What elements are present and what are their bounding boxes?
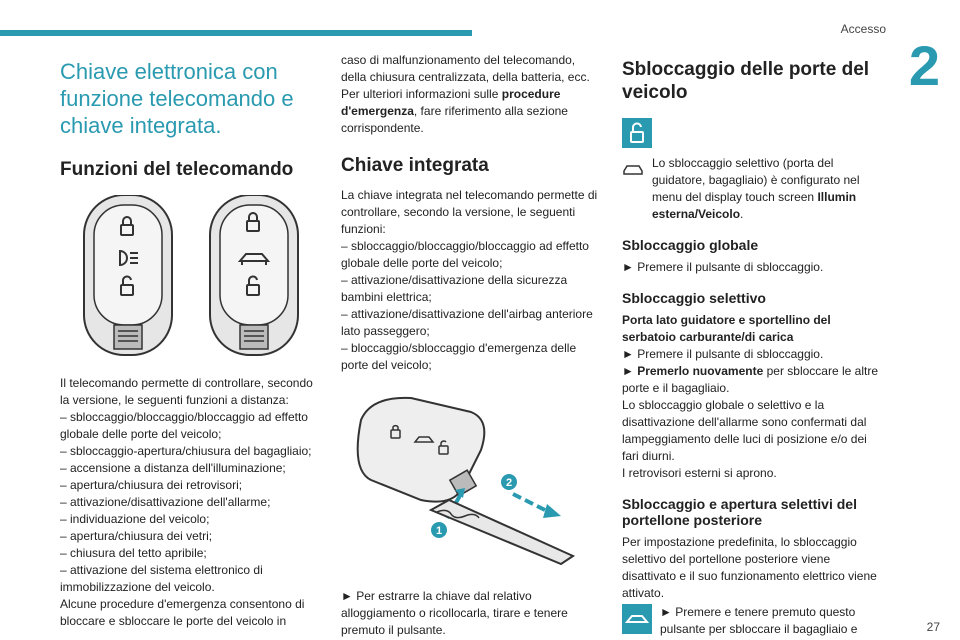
list-item: – chiusura del tetto apribile; bbox=[60, 546, 207, 560]
selective-step-2: ► Premerlo nuovamente per sbloccare le altre porte e il bagagliaio. bbox=[622, 364, 878, 395]
key-fobs-illustration bbox=[60, 195, 322, 365]
list-item: – attivazione del sistema elettronico di immobilizzazione del veicolo. bbox=[60, 563, 263, 594]
list-item: – bloccaggio/sbloccaggio d'emergenza delle porte del veicolo; bbox=[341, 341, 577, 372]
key-fob-left bbox=[84, 195, 172, 355]
callout-1-label: 1 bbox=[435, 525, 443, 537]
column-1 bbox=[60, 52, 322, 630]
list-item: – apertura/chiusura dei retrovisori; bbox=[60, 478, 243, 492]
page-number: 27 bbox=[926, 620, 940, 634]
emergency-note: Alcune procedure d'emergenza consentono di bloccare e sbloccare le porte del veicolo in bbox=[60, 597, 305, 628]
remote-intro: Il telecomando permette di controllare, secondo la versione, le seguenti funzioni a distanza: bbox=[60, 376, 313, 407]
tailgate-text: Per impostazione predefinita, lo sbloccaggio selettivo del portellone posteriore viene disattivato e il suo funzionamento elettrico viene attivato. bbox=[622, 535, 877, 600]
selective-config-text: Lo sbloccaggio selettivo (porta del guidatore, bagagliaio) è configurato nel menu del display touch screen Illumin esterna/Veicolo. bbox=[652, 156, 860, 221]
intro-title: Chiave elettronica con funzione telecomando e chiave integrata. bbox=[60, 59, 294, 138]
list-item: – sbloccaggio/bloccaggio/bloccaggio ad effetto globale delle porte del veicolo; bbox=[341, 239, 589, 270]
continued-paragraph: caso di malfunzionamento del telecomando, della chiusura centralizzata, della batteria, ecc. Per ulteriori informazioni sulle procedure d'emergenza, fare riferimento alla sezione corrispondente. bbox=[341, 53, 590, 135]
key-extraction-illustration bbox=[341, 390, 603, 570]
tailgate-heading: Sbloccaggio e apertura selettivi del portellone posteriore bbox=[622, 496, 857, 528]
remote-functions-heading: Funzioni del telecomando bbox=[60, 159, 294, 180]
list-item: – sbloccaggio-apertura/chiusura del bagagliaio; bbox=[60, 444, 312, 458]
remote-functions-list bbox=[60, 409, 322, 596]
column-3 bbox=[622, 52, 884, 638]
key-fob-right bbox=[210, 195, 298, 355]
list-item: – sbloccaggio/bloccaggio/bloccaggio ad effetto globale delle porte del veicolo; bbox=[60, 410, 308, 441]
tailgate-icon bbox=[622, 604, 652, 634]
selective-step-1: ► Premere il pulsante di sbloccaggio. bbox=[622, 347, 824, 361]
global-unlock-text: ► Premere il pulsante di sbloccaggio. bbox=[622, 260, 824, 274]
chapter-number: 2 bbox=[908, 34, 940, 97]
tailgate-step: ► Premere e tenere premuto questo pulsante per sbloccare il bagagliaio e bbox=[660, 605, 858, 636]
list-item: – accensione a distanza dell'illuminazione; bbox=[60, 461, 286, 475]
selective-unlock-heading: Sbloccaggio selettivo bbox=[622, 290, 766, 306]
callout-2-label: 2 bbox=[505, 477, 513, 489]
list-item: – attivazione/disattivazione della sicurezza bambini elettrica; bbox=[341, 273, 568, 304]
integrated-key-heading: Chiave integrata bbox=[341, 155, 489, 176]
column-2 bbox=[341, 52, 603, 639]
integrated-key-intro: La chiave integrata nel telecomando permette di controllare, secondo la versione, le seguenti funzioni: bbox=[341, 188, 598, 236]
key-fob-side bbox=[358, 398, 485, 502]
selective-confirmation: Lo sbloccaggio globale o selettivo e la disattivazione dell'allarme sono confermati dal lampeggiamento delle luci di posizione e/o dei fari diurni. bbox=[622, 398, 867, 463]
top-accent-bar bbox=[0, 30, 472, 36]
mirrors-note: I retrovisori esterni si aprono. bbox=[622, 466, 777, 480]
section-label: Accesso bbox=[840, 22, 886, 36]
selective-unlock-subheading: Porta lato guidatore e sportellino del serbatoio carburante/di carica bbox=[622, 313, 831, 344]
list-item: – attivazione/disattivazione dell'airbag anteriore lato passeggero; bbox=[341, 307, 593, 338]
unlock-icon bbox=[622, 118, 652, 148]
integrated-key-list bbox=[341, 238, 603, 374]
car-icon bbox=[622, 161, 644, 177]
extraction-instruction: ► Per estrarre la chiave dal relativo alloggiamento o ricollocarla, tirare e tenere premuto il pulsante. bbox=[341, 589, 568, 637]
list-item: – apertura/chiusura dei vetri; bbox=[60, 529, 213, 543]
global-unlock-heading: Sbloccaggio globale bbox=[622, 237, 759, 253]
pull-arrow bbox=[513, 494, 561, 518]
list-item: – individuazione del veicolo; bbox=[60, 512, 210, 526]
list-item: – attivazione/disattivazione dell'allarme; bbox=[60, 495, 271, 509]
unlocking-heading: Sbloccaggio delle porte del veicolo bbox=[622, 59, 870, 103]
